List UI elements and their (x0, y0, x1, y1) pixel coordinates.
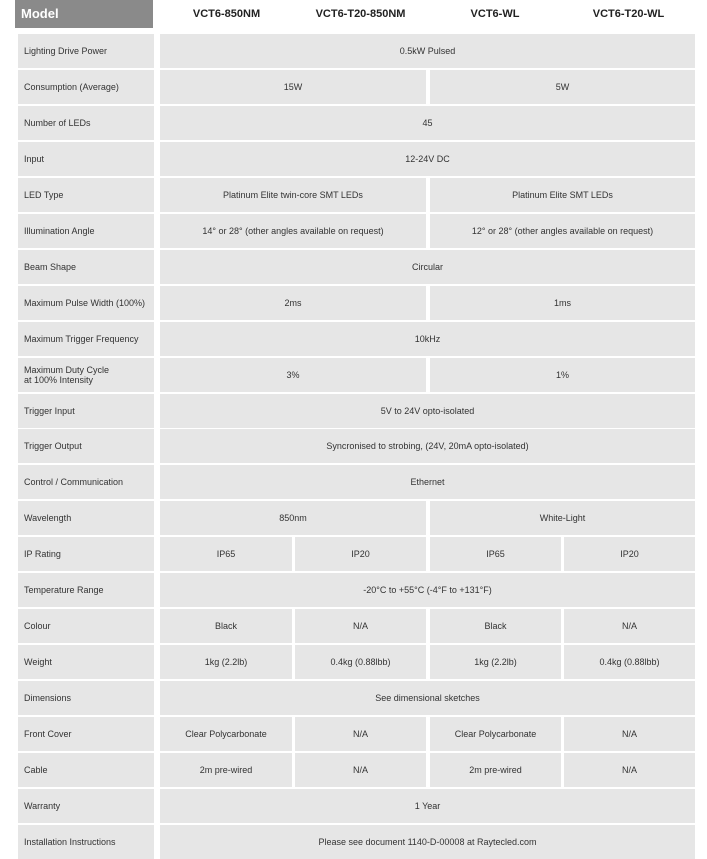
row-label: Cable (18, 753, 154, 787)
row-label: Warranty (18, 789, 154, 823)
row-label: Lighting Drive Power (18, 34, 154, 68)
row-value-cell: 1kg (2.2lb) (430, 645, 561, 679)
row-value-cell: N/A (564, 609, 695, 643)
row-value-cell: 0.4kg (0.88lbb) (295, 645, 426, 679)
table-row (0, 753, 707, 787)
row-label: Consumption (Average) (18, 70, 154, 104)
model-header-label: Model (15, 0, 153, 28)
row-label: Beam Shape (18, 250, 154, 284)
row-label: Trigger Input (18, 394, 154, 428)
row-value-cell: Platinum Elite twin-core SMT LEDs (160, 178, 426, 212)
table-row (0, 573, 707, 607)
table-row (0, 178, 707, 212)
row-value-cell: N/A (295, 717, 426, 751)
row-value-cell: 850nm (160, 501, 426, 535)
table-row (0, 106, 707, 140)
row-value-cell: 0.4kg (0.88lbb) (564, 645, 695, 679)
row-label: Control / Communication (18, 465, 154, 499)
table-row (0, 501, 707, 535)
row-value-cell: IP65 (160, 537, 292, 571)
row-value-cell: 3% (160, 358, 426, 392)
row-label: Maximum Trigger Frequency (18, 322, 154, 356)
table-row (0, 142, 707, 176)
row-value-cell: 1ms (430, 286, 695, 320)
row-value-cell: N/A (295, 609, 426, 643)
row-value-cell: Circular (160, 250, 695, 284)
row-value-cell: 2ms (160, 286, 426, 320)
row-value-cell: 1% (430, 358, 695, 392)
row-value-cell: 15W (160, 70, 426, 104)
row-value-cell: 2m pre-wired (160, 753, 292, 787)
row-label: Installation Instructions (18, 825, 154, 859)
row-label: Colour (18, 609, 154, 643)
row-value-cell: -20°C to +55°C (-4°F to +131°F) (160, 573, 695, 607)
row-value-cell: Please see document 1140-D-00008 at Raytecled.com (160, 825, 695, 859)
table-row (0, 645, 707, 679)
row-value-cell: IP20 (564, 537, 695, 571)
column-header-vct6-t20-850nm: VCT6-T20-850NM (315, 8, 406, 20)
column-header-vct6-wl: VCT6-WL (470, 8, 520, 20)
row-label: Weight (18, 645, 154, 679)
row-label: Trigger Output (18, 429, 154, 463)
row-label: Wavelength (18, 501, 154, 535)
column-header-vct6-t20-wl: VCT6-T20-WL (592, 8, 665, 20)
table-row (0, 214, 707, 248)
row-label: Number of LEDs (18, 106, 154, 140)
table-row (0, 465, 707, 499)
table-row (0, 825, 707, 859)
table-header (0, 0, 707, 28)
row-value-cell: Black (430, 609, 561, 643)
row-value-cell: IP65 (430, 537, 561, 571)
table-row (0, 70, 707, 104)
table-row (0, 681, 707, 715)
row-value-cell: Platinum Elite SMT LEDs (430, 178, 695, 212)
row-value-cell: White-Light (430, 501, 695, 535)
row-value-cell: Clear Polycarbonate (160, 717, 292, 751)
row-value-cell: Black (160, 609, 292, 643)
table-row (0, 429, 707, 463)
row-value-cell: Ethernet (160, 465, 695, 499)
table-row (0, 717, 707, 751)
row-value-cell: 10kHz (160, 322, 695, 356)
table-row (0, 789, 707, 823)
table-row (0, 34, 707, 68)
row-label: Input (18, 142, 154, 176)
row-value-cell: 45 (160, 106, 695, 140)
row-value-cell: 12-24V DC (160, 142, 695, 176)
row-label: Temperature Range (18, 573, 154, 607)
row-label: LED Type (18, 178, 154, 212)
table-row (0, 358, 707, 392)
row-value-cell: 1 Year (160, 789, 695, 823)
row-value-cell: 12° or 28° (other angles available on request) (430, 214, 695, 248)
row-label: Illumination Angle (18, 214, 154, 248)
row-label: Maximum Pulse Width (100%) (18, 286, 154, 320)
table-row (0, 609, 707, 643)
row-value-cell: 14° or 28° (other angles available on request) (160, 214, 426, 248)
column-header-vct6-850nm: VCT6-850NM (192, 8, 261, 20)
row-value-cell: 5V to 24V opto-isolated (160, 394, 695, 428)
row-value-cell: N/A (295, 753, 426, 787)
row-value-cell: 5W (430, 70, 695, 104)
row-label: Dimensions (18, 681, 154, 715)
row-value-cell: N/A (564, 717, 695, 751)
row-value-cell: N/A (564, 753, 695, 787)
row-value-cell: See dimensional sketches (160, 681, 695, 715)
table-row (0, 537, 707, 571)
row-value-cell: Clear Polycarbonate (430, 717, 561, 751)
table-row (0, 286, 707, 320)
row-value-cell: 0.5kW Pulsed (160, 34, 695, 68)
row-value-cell: 1kg (2.2lb) (160, 645, 292, 679)
table-row (0, 250, 707, 284)
table-row (0, 322, 707, 356)
row-label: Front Cover (18, 717, 154, 751)
row-label: Maximum Duty Cycle at 100% Intensity (18, 358, 154, 392)
row-value-cell: Syncronised to strobing, (24V, 20mA opto-isolated) (160, 429, 695, 463)
table-row (0, 394, 707, 428)
row-value-cell: IP20 (295, 537, 426, 571)
row-value-cell: 2m pre-wired (430, 753, 561, 787)
row-label: IP Rating (18, 537, 154, 571)
